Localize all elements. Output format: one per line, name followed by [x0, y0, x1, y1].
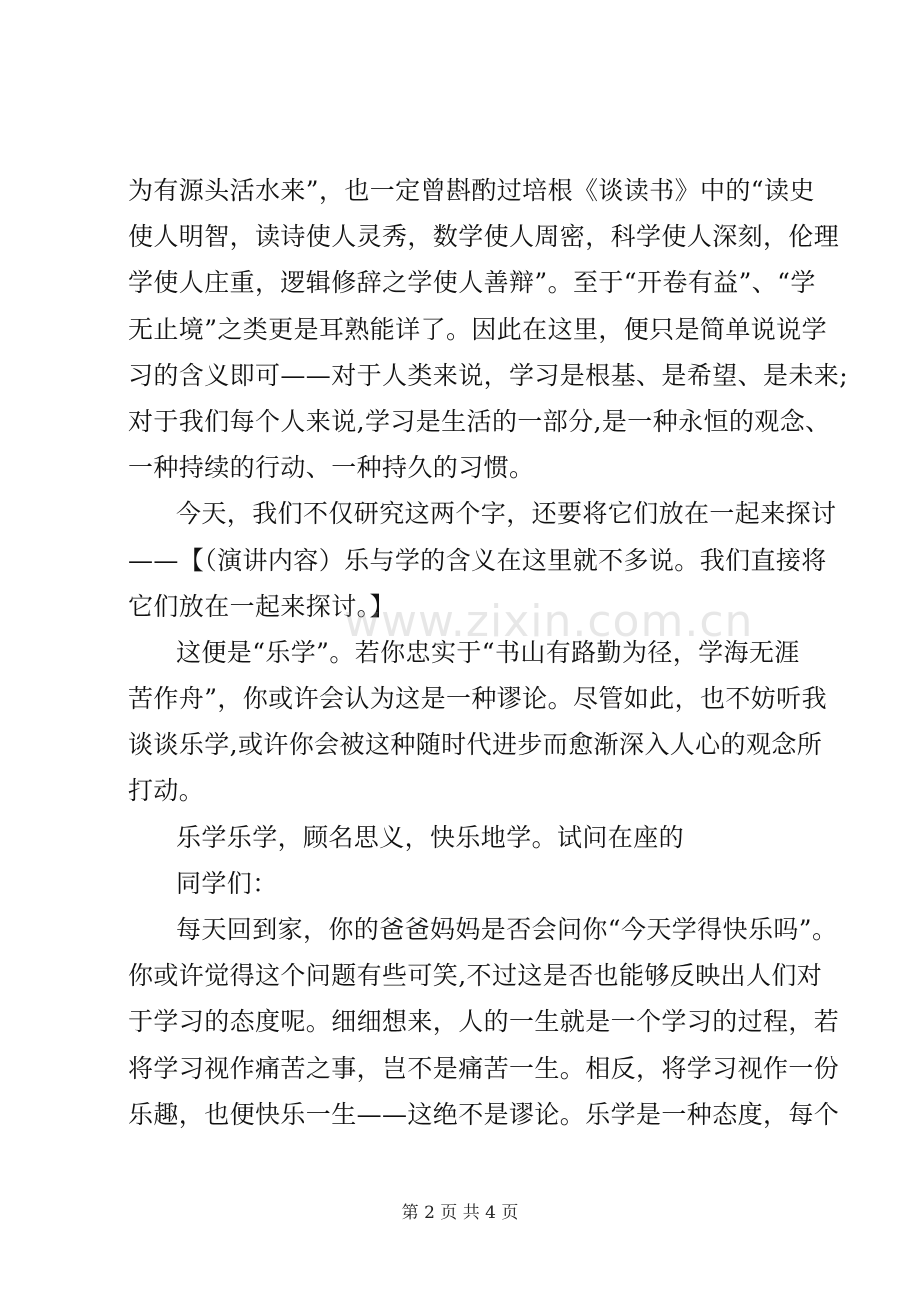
body-text	[128, 168, 849, 1138]
text-line: 乐趣，也便快乐一生——这绝不是谬论。乐学是一种态度，每个	[128, 1099, 840, 1129]
text-line: ——【（演讲内容）乐与学的含义在这里就不多说。我们直接将	[128, 545, 827, 575]
text-line: 它们放在一起来探讨。】	[128, 591, 395, 621]
text-line: 使人明智，读诗使人灵秀，数学使人周密，科学使人深刻，伦理	[128, 222, 840, 252]
text-line: 乐学乐学，顾名思义，快乐地学。试问在座的	[176, 822, 685, 852]
text-line: 为有源头活水来”，也一定曾斟酌过培根《谈读书》中的“读史	[128, 176, 815, 205]
text-line: 无止境”之类更是耳熟能详了。因此在这里，便只是简单说说学	[128, 314, 827, 344]
text-line: 今天，我们不仅研究这两个字，还要将它们放在一起来探讨	[176, 499, 837, 529]
text-line: 习的含义即可——对于人类来说，学习是根基、是希望、是未来;	[128, 360, 849, 390]
text-line: 你或许觉得这个问题有些可笑,不过这是否也能够反映出人们对	[128, 961, 823, 991]
text-line: 打动。	[128, 776, 205, 806]
watermark: www.zixin.com.cn	[344, 596, 754, 647]
text-line: 于学习的态度呢。细细想来，人的一生就是一个学习的过程，若	[128, 1007, 840, 1037]
text-line: 每天回到家，你的爸爸妈妈是否会问你“今天学得快乐吗”。	[176, 915, 838, 944]
text-line: 同学们：	[176, 868, 278, 898]
page-footer: 第 2 页 共 4 页	[401, 1203, 519, 1223]
text-line: 将学习视作痛苦之事，岂不是痛苦一生。相反，将学习视作一份	[128, 1053, 840, 1083]
text-line: 谈谈乐学,或许你会被这种随时代进步而愈渐深入人心的观念所	[128, 730, 823, 760]
text-line: 学使人庄重，逻辑修辞之学使人善辩”。至于“开卷有益”、“学	[128, 268, 816, 298]
text-line: 一种持续的行动、一种持久的习惯。	[128, 453, 535, 483]
text-line: 苦作舟”，你或许会认为这是一种谬论。尽管如此，也不妨听我	[128, 684, 827, 714]
text-line: 这便是“乐学”。若你忠实于“书山有路勤为径，学海无涯	[176, 637, 800, 667]
text-line: 对于我们每个人来说,学习是生活的一部分,是一种永恒的观念、	[128, 406, 831, 436]
